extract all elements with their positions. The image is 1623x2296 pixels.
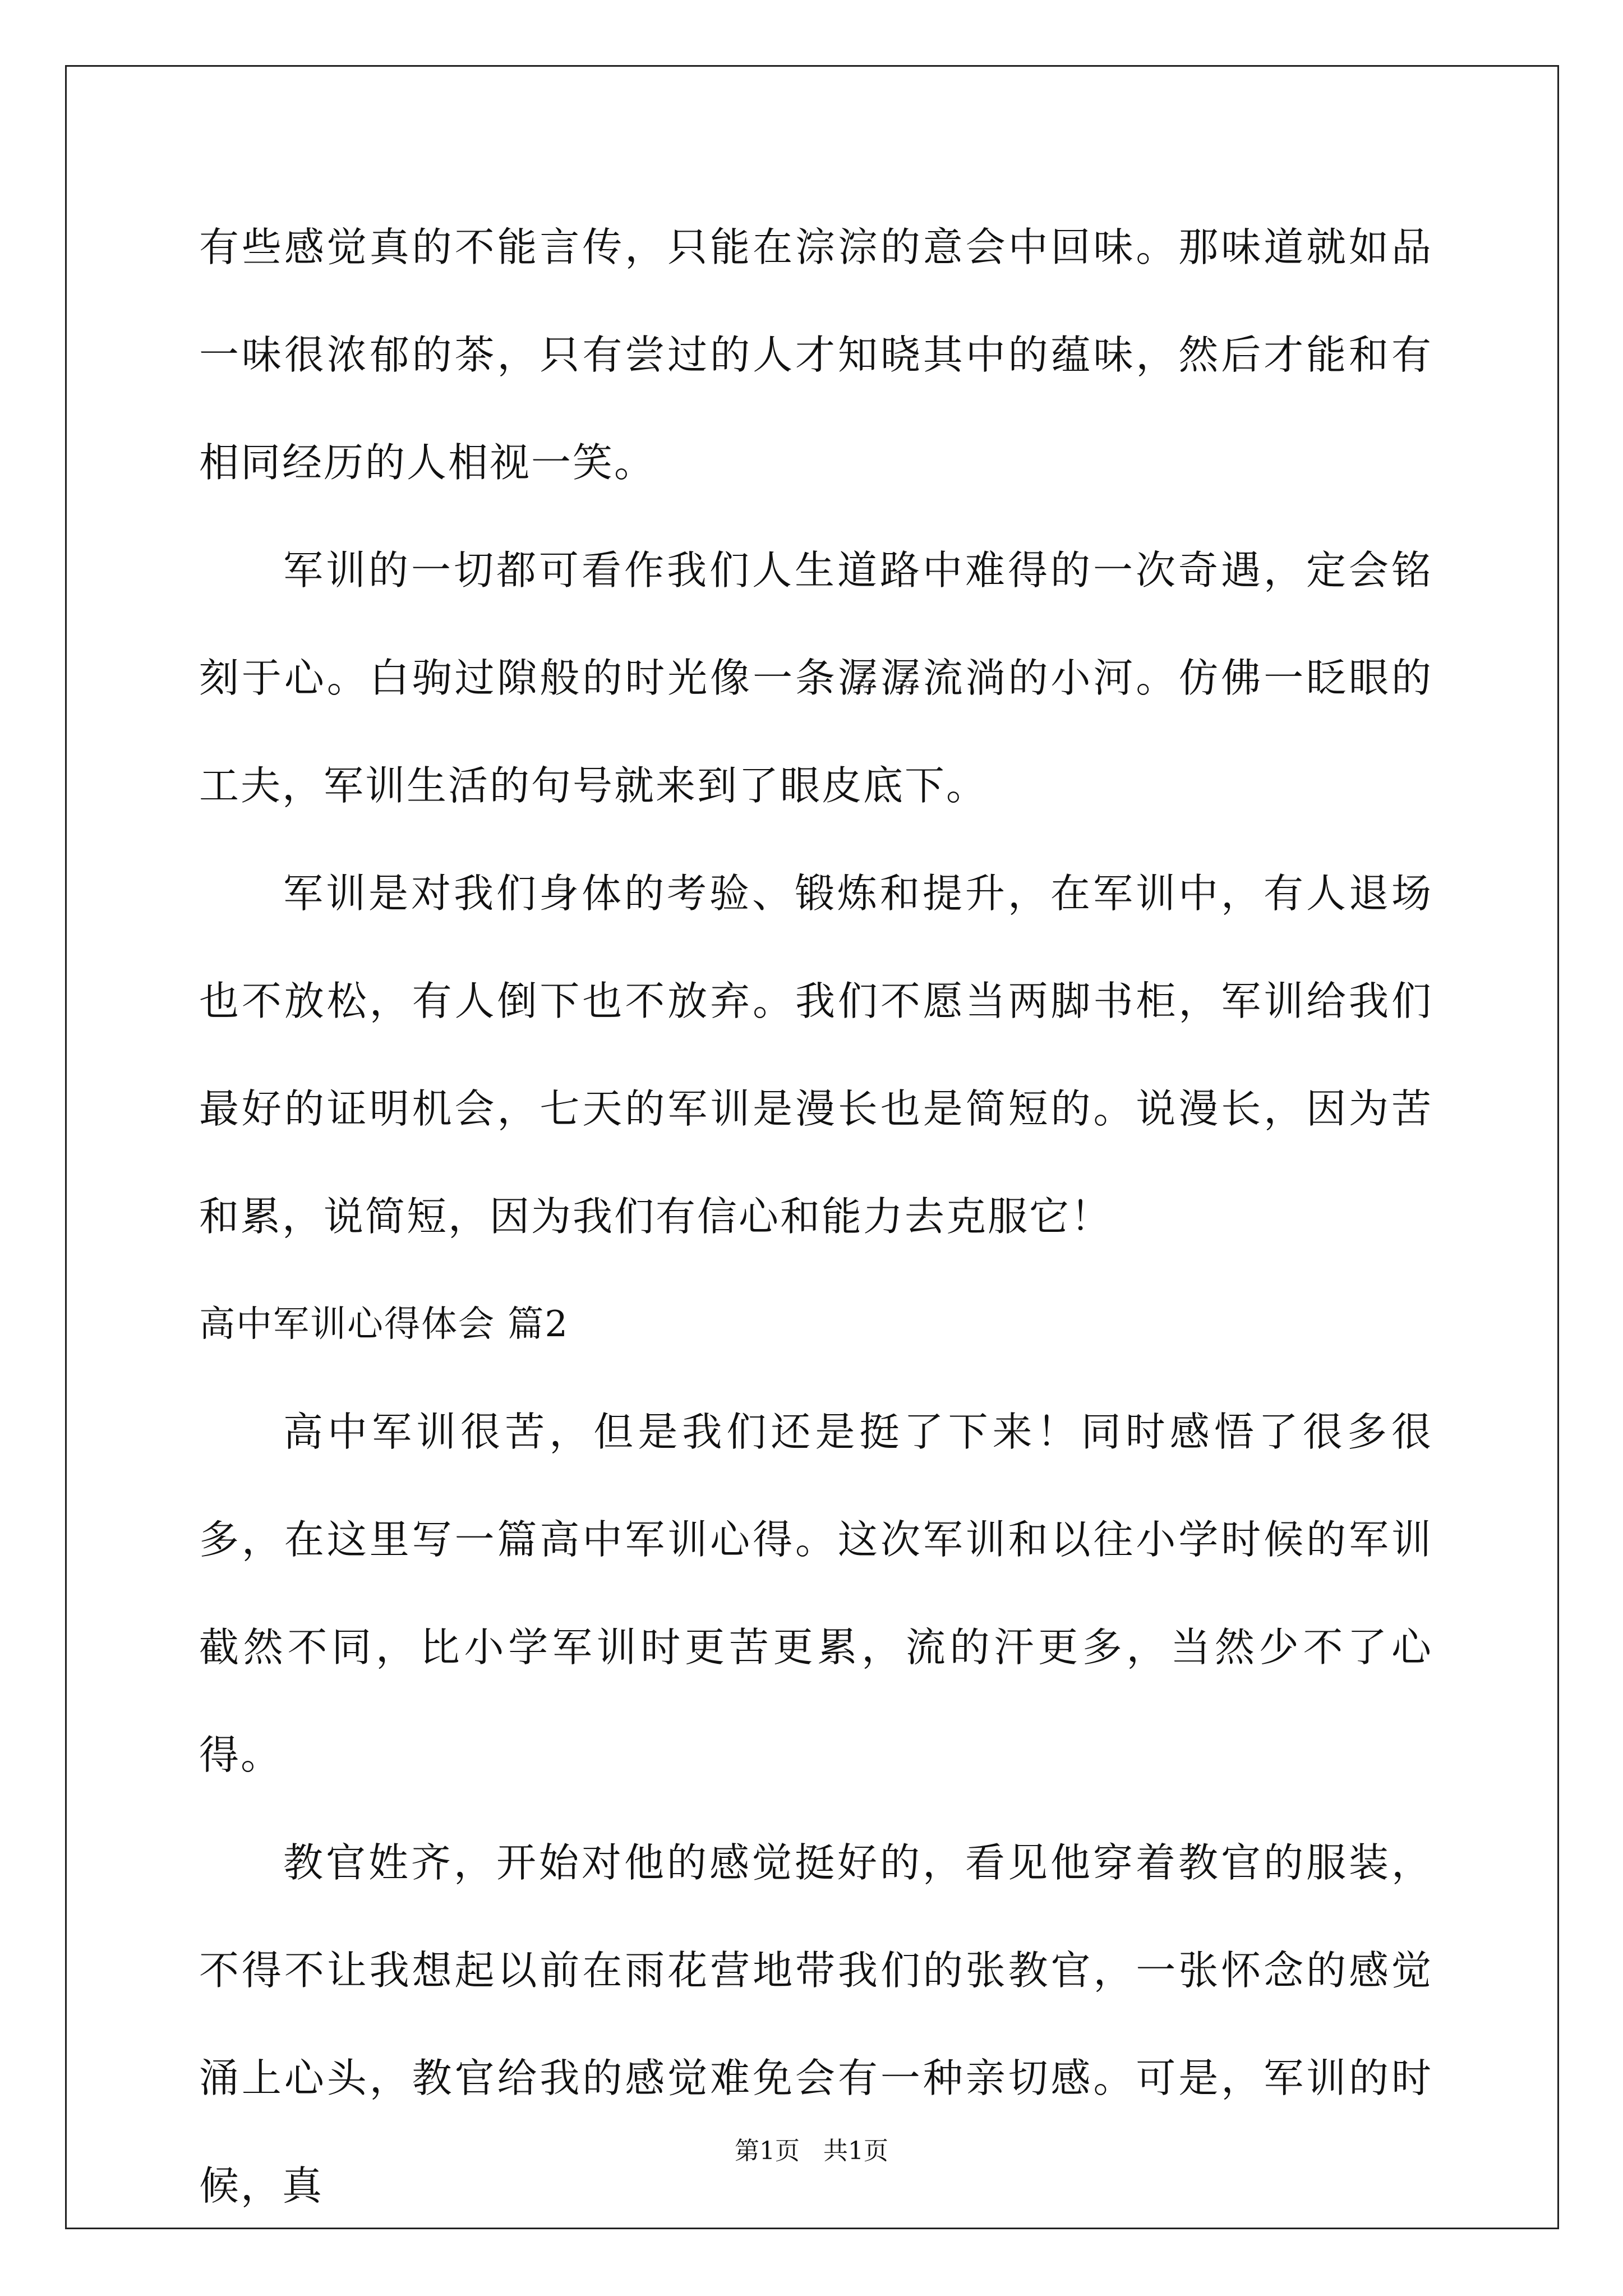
section-paragraph-1: 高中军训很苦，但是我们还是挺了下来！同时感悟了很多很多，在这里写一篇高中军训心得。这次军训和以往小学时候的军训截然不同，比小学军训时更苦更累，流的汗更多，当然少不了心得。 xyxy=(199,1409,1433,1778)
paragraph-3: 军训是对我们身体的考验、锻炼和提升，在军训中，有人退场也不放松，有人倒下也不放弃。我们不愿当两脚书柜，军训给我们最好的证明机会，七天的军训是漫长也是简短的。说漫长，因为苦和累，说简短，因为我们有信心和能力去克服它！ xyxy=(199,870,1433,1240)
paragraph-2: 军训的一切都可看作我们人生道路中难得的一次奇遇，定会铭刻于心。白驹过隙般的时光像一条潺潺流淌的小河。仿佛一眨眼的工夫，军训生活的句号就来到了眼皮底下。 xyxy=(199,547,1433,809)
total-pages-label: 共1页 xyxy=(823,2137,888,2165)
paragraph-1: 有些感觉真的不能言传，只能在淙淙的意会中回味。那味道就如品一味很浓郁的茶，只有尝过的人才知晓其中的蕴味，然后才能和有相同经历的人相视一笑。 xyxy=(199,224,1433,486)
section-heading: 高中军训心得体会 篇2 xyxy=(199,1304,569,1345)
document-body xyxy=(199,194,1433,2240)
section-paragraph-2: 教官姓齐，开始对他的感觉挺好的，看见他穿着教官的服装，不得不让我想起以前在雨花营地带我们的张教官，一张怀念的感觉涌上心头，教官给我的感觉难免会有一种亲切感。可是，军训的时候，真 xyxy=(199,1839,1433,2209)
page-footer xyxy=(0,2134,1623,2168)
current-page-label: 第1页 xyxy=(735,2137,800,2165)
